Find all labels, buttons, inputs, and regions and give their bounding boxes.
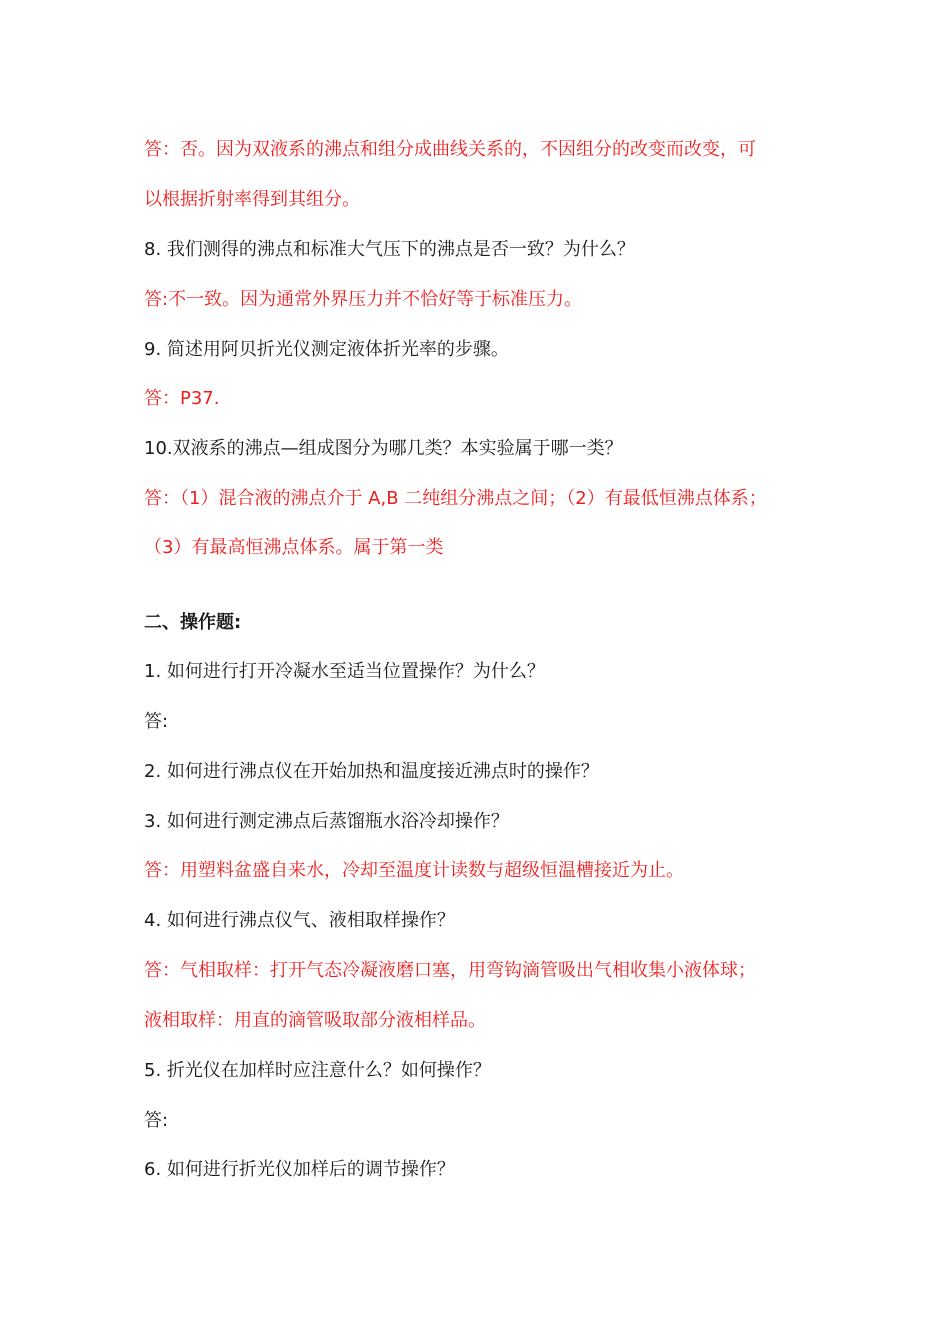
op-answer-5: 答: (144, 1110, 169, 1131)
section-heading-operations: 二、操作题: (144, 612, 242, 633)
answer-9: 答：P37. (144, 388, 220, 409)
op-question-6: 6. 如何进行折光仪加样后的调节操作？ (144, 1159, 455, 1180)
answer-10-line-2: （3）有最高恒沸点体系。属于第一类 (144, 537, 444, 558)
op-question-4: 4. 如何进行沸点仪气、液相取样操作？ (144, 910, 455, 931)
question-9: 9. 简述用阿贝折光仪测定液体折光率的步骤。 (144, 339, 509, 360)
answer-7-line-2: 以根据折射率得到其组分。 (144, 189, 360, 210)
question-10: 10.双液系的沸点—组成图分为哪几类？本实验属于哪一类？ (144, 438, 623, 459)
op-answer-3: 答：用塑料盆盛自来水，冷却至温度计读数与超级恒温槽接近为止。 (144, 860, 684, 881)
question-8: 8. 我们测得的沸点和标准大气压下的沸点是否一致？为什么？ (144, 239, 635, 260)
op-answer-4-line-2: 液相取样：用直的滴管吸取部分液相样品。 (144, 1010, 486, 1031)
answer-7-line-1: 答：否。因为双液系的沸点和组分成曲线关系的，不因组分的改变而改变，可 (144, 139, 756, 160)
answer-10-line-1: 答：（1）混合液的沸点介于 A,B 二纯组分沸点之间；（2）有最低恒沸点体系； (144, 488, 767, 509)
op-question-1: 1. 如何进行打开冷凝水至适当位置操作？为什么？ (144, 661, 545, 682)
op-answer-4-line-1: 答：气相取样：打开气态冷凝液磨口塞，用弯钩滴管吸出气相收集小液体球； (144, 960, 756, 981)
op-question-2: 2. 如何进行沸点仪在开始加热和温度接近沸点时的操作？ (144, 761, 599, 782)
op-answer-1: 答: (144, 711, 169, 732)
answer-8: 答:不一致。因为通常外界压力并不恰好等于标准压力。 (144, 289, 583, 310)
op-question-5: 5. 折光仪在加样时应注意什么？如何操作？ (144, 1060, 491, 1081)
op-question-3: 3. 如何进行测定沸点后蒸馏瓶水浴冷却操作？ (144, 811, 509, 832)
